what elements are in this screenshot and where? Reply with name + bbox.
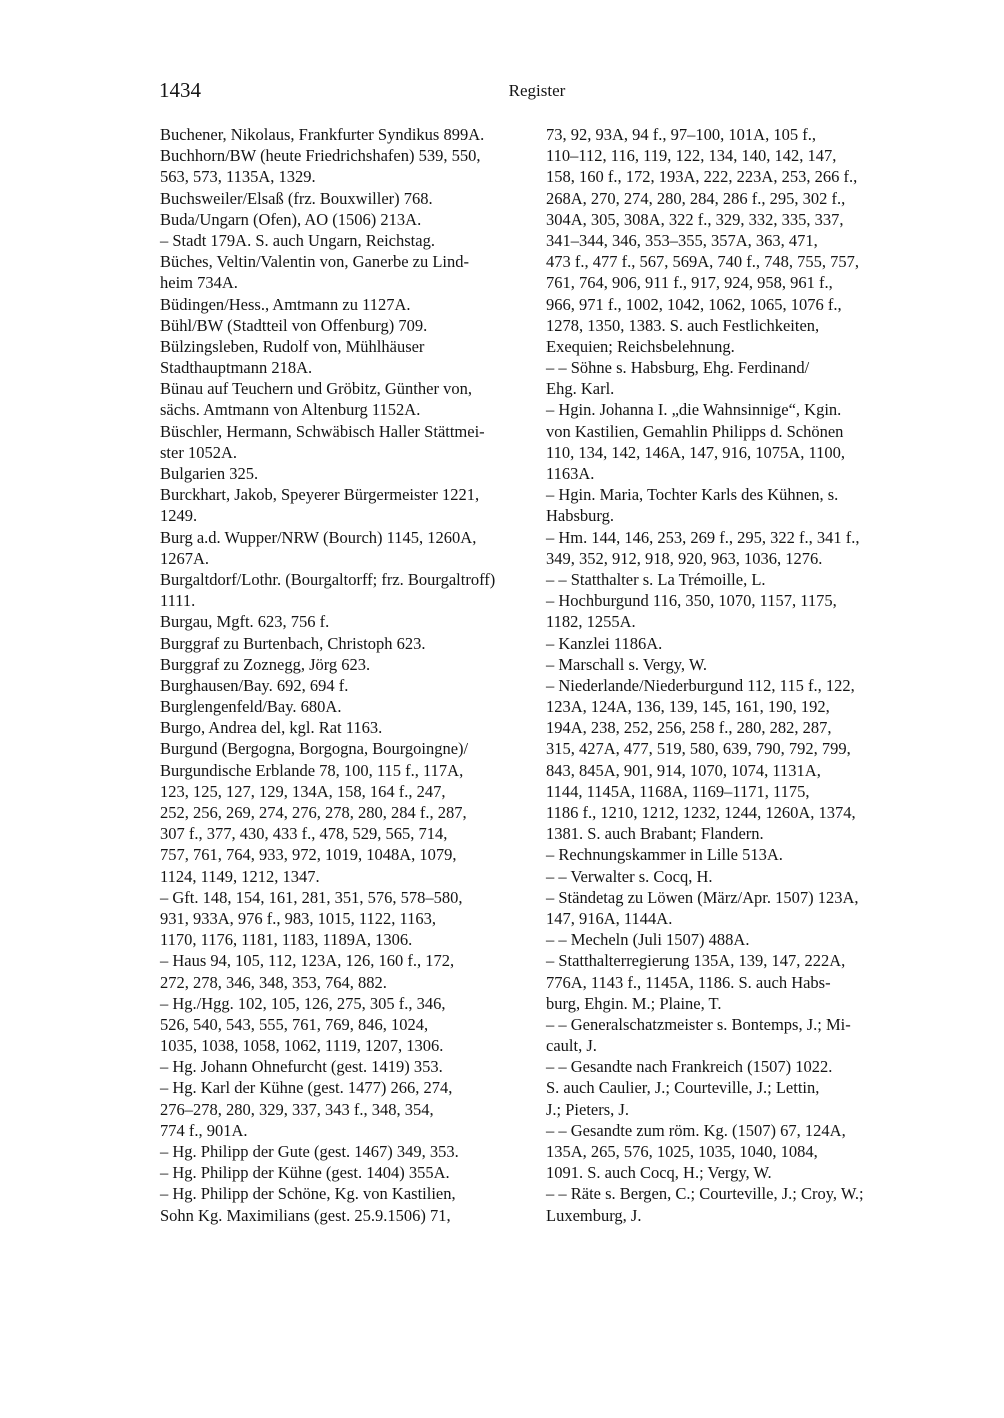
index-line: 1144, 1145A, 1168A, 1169–1171, 1175, xyxy=(546,781,810,801)
index-line: 276–278, 280, 329, 337, 343 f., 348, 354, xyxy=(160,1099,434,1119)
index-line: Burg a.d. Wupper/NRW (Bourch) 1145, 1260A, xyxy=(160,527,477,547)
page-number: 1434 xyxy=(159,78,201,102)
index-line: 158, 160 f., 172, 193A, 222, 223A, 253, 266 f., xyxy=(546,167,858,187)
index-line: 1186 f., 1210, 1212, 1232, 1244, 1260A, 1374, xyxy=(546,803,856,822)
index-line: Burgau, Mgft. 623, 756 f. xyxy=(160,612,330,632)
index-line: 123A, 124A, 136, 139, 145, 161, 190, 192, xyxy=(546,697,830,717)
index-line: Burgo, Andrea del, kgl. Rat 1163. xyxy=(160,718,383,738)
index-line: – Stadt 179A. S. auch Ungarn, Reichstag. xyxy=(160,230,435,250)
index-line: 194A, 238, 252, 256, 258 f., 280, 282, 287, xyxy=(546,718,832,738)
index-line: heim 734A. xyxy=(160,273,238,293)
index-line: Buchhorn/BW (heute Friedrichshafen) 539, 550, xyxy=(160,146,481,166)
index-line: – – Verwalter s. Cocq, H. xyxy=(546,866,713,886)
index-line: – – Söhne s. Habsburg, Ehg. Ferdinand/ xyxy=(546,358,810,378)
index-line: – Statthalterregierung 135A, 139, 147, 222A, xyxy=(546,951,846,971)
running-head: Register xyxy=(508,81,566,100)
index-line: 1124, 1149, 1212, 1347. xyxy=(160,866,320,886)
index-line: – Hm. 144, 146, 253, 269 f., 295, 322 f., 341 f., xyxy=(546,527,860,547)
index-line: Burggraf zu Burtenbach, Christoph 623. xyxy=(160,633,426,653)
index-line: – Rechnungskammer in Lille 513A. xyxy=(546,845,783,865)
index-line: – Haus 94, 105, 112, 123A, 126, 160 f., 172, xyxy=(160,951,455,971)
index-line: Buchener, Nikolaus, Frankfurter Syndikus 899A. xyxy=(160,125,485,144)
index-line: 349, 352, 912, 918, 920, 963, 1036, 1276. xyxy=(546,548,823,568)
index-line: 1249. xyxy=(160,506,198,526)
index-line: – – Generalschatzmeister s. Bontemps, J.; Mi- xyxy=(546,1014,851,1034)
index-line: Burckhart, Jakob, Speyerer Bürgermeister 1221, xyxy=(160,485,480,505)
index-line: 757, 761, 764, 933, 972, 1019, 1048A, 1079, xyxy=(160,845,457,865)
index-line: Büches, Veltin/Valentin von, Ganerbe zu Lind- xyxy=(160,252,469,272)
index-column-right xyxy=(546,124,914,1226)
index-line: – Hochburgund 116, 350, 1070, 1157, 1175, xyxy=(546,591,837,611)
index-line: – – Gesandte zum röm. Kg. (1507) 67, 124A, xyxy=(546,1120,846,1140)
index-line: 1381. S. auch Brabant; Flandern. xyxy=(546,824,764,844)
index-line: 135A, 265, 576, 1025, 1035, 1040, 1084, xyxy=(546,1142,818,1161)
index-line: 268A, 270, 274, 280, 284, 286 f., 295, 302 f., xyxy=(546,188,846,208)
index-line: von Kastilien, Gemahlin Philipps d. Schönen xyxy=(546,421,844,441)
index-line: Burggraf zu Zoznegg, Jörg 623. xyxy=(160,654,371,674)
index-line: Stadthauptmann 218A. xyxy=(160,358,313,378)
index-line: Bülzingsleben, Rudolf von, Mühlhäuser xyxy=(160,336,425,356)
index-line: 563, 573, 1135A, 1329. xyxy=(160,167,316,187)
index-line: Buchsweiler/Elsaß (frz. Bouxwiller) 768. xyxy=(160,188,433,208)
index-column-left xyxy=(160,124,535,1226)
index-line: – Ständetag zu Löwen (März/Apr. 1507) 123A, xyxy=(546,887,859,907)
index-line: 341–344, 346, 353–355, 357A, 363, 471, xyxy=(546,230,818,250)
index-line: Burgund (Bergogna, Borgogna, Bourgoingne)/ xyxy=(160,739,469,759)
index-line: 473 f., 477 f., 567, 569A, 740 f., 748, 755, 757, xyxy=(546,252,860,272)
index-line: 1278, 1350, 1383. S. auch Festlichkeiten, xyxy=(546,315,820,335)
index-line: – Kanzlei 1186A. xyxy=(546,633,663,653)
index-line: Sohn Kg. Maximilians (gest. 25.9.1506) 71, xyxy=(160,1205,451,1225)
index-line: 304A, 305, 308A, 322 f., 329, 332, 335, 337, xyxy=(546,209,844,229)
index-line: Ehg. Karl. xyxy=(546,379,615,399)
index-line: Büschler, Hermann, Schwäbisch Haller Stättmei- xyxy=(160,421,485,441)
index-line: 526, 540, 543, 555, 761, 769, 846, 1024, xyxy=(160,1014,429,1034)
index-line: – Hg./Hgg. 102, 105, 126, 275, 305 f., 346, xyxy=(160,993,446,1013)
index-line: 307 f., 377, 430, 433 f., 478, 529, 565, 714, xyxy=(160,824,448,844)
index-line: – Hg. Johann Ohnefurcht (gest. 1419) 353. xyxy=(160,1057,443,1077)
index-line: ster 1052A. xyxy=(160,442,237,462)
index-line: 73, 92, 93A, 94 f., 97–100, 101A, 105 f., xyxy=(546,125,816,144)
index-line: Luxemburg, J. xyxy=(546,1205,642,1225)
index-line: J.; Pieters, J. xyxy=(546,1099,629,1119)
index-line: 252, 256, 269, 274, 276, 278, 280, 284 f., 287, xyxy=(160,803,467,822)
index-line: Buda/Ungarn (Ofen), AO (1506) 213A. xyxy=(160,209,422,229)
index-line: 110, 134, 142, 146A, 147, 916, 1075A, 1100, xyxy=(546,442,845,462)
index-line: 1091. S. auch Cocq, H.; Vergy, W. xyxy=(546,1163,772,1183)
index-line: Habsburg. xyxy=(546,506,614,526)
index-line: sächs. Amtmann von Altenburg 1152A. xyxy=(160,400,421,420)
index-line: S. auch Caulier, J.; Courteville, J.; Lettin, xyxy=(546,1078,820,1098)
index-line: Burgaltdorf/Lothr. (Bourgaltorff; frz. Bourgaltroff) xyxy=(160,569,496,589)
index-line: – Marschall s. Vergy, W. xyxy=(546,654,708,674)
index-line: Bühl/BW (Stadtteil von Offenburg) 709. xyxy=(160,315,428,335)
index-line: 966, 971 f., 1002, 1042, 1062, 1065, 1076 f., xyxy=(546,294,842,314)
index-line: 931, 933A, 976 f., 983, 1015, 1122, 1163, xyxy=(160,908,437,928)
index-line: 774 f., 901A. xyxy=(160,1120,248,1140)
index-line: – – Mecheln (Juli 1507) 488A. xyxy=(546,930,750,950)
index-line: – – Gesandte nach Frankreich (1507) 1022. xyxy=(546,1057,833,1077)
index-line: 761, 764, 906, 911 f., 917, 924, 958, 961 f., xyxy=(546,273,833,293)
index-line: – Hg. Philipp der Schöne, Kg. von Kastilien, xyxy=(160,1184,456,1204)
index-line: 1163A. xyxy=(546,464,595,483)
index-line: – Hg. Karl der Kühne (gest. 1477) 266, 274, xyxy=(160,1078,453,1098)
index-line: 147, 916A, 1144A. xyxy=(546,908,673,928)
index-line: 110–112, 116, 119, 122, 134, 140, 142, 147, xyxy=(546,146,837,166)
index-line: 1170, 1176, 1181, 1183, 1189A, 1306. xyxy=(160,930,413,950)
index-line: – Hg. Philipp der Kühne (gest. 1404) 355A. xyxy=(160,1163,450,1183)
index-line: 1111. xyxy=(160,591,196,611)
index-line: – Hgin. Maria, Tochter Karls des Kühnen, s. xyxy=(546,485,839,505)
index-line: – – Statthalter s. La Trémoille, L. xyxy=(546,569,766,589)
index-line: – Niederlande/Niederburgund 112, 115 f., 122, xyxy=(546,675,855,695)
index-line: – Hg. Philipp der Gute (gest. 1467) 349, 353. xyxy=(160,1142,459,1161)
index-line: – Hgin. Johanna I. „die Wahnsinnige“, Kgin. xyxy=(546,400,842,420)
index-line: Burglengenfeld/Bay. 680A. xyxy=(160,697,342,717)
index-line: Bulgarien 325. xyxy=(160,464,259,483)
index-line: – – Räte s. Bergen, C.; Courteville, J.; Croy, W.; xyxy=(546,1184,864,1204)
index-line: Büdingen/Hess., Amtmann zu 1127A. xyxy=(160,294,411,314)
index-line: Bünau auf Teuchern und Gröbitz, Günther von, xyxy=(160,379,472,399)
index-line: Burgundische Erblande 78, 100, 115 f., 117A, xyxy=(160,760,464,780)
index-line: 776A, 1143 f., 1145A, 1186. S. auch Habs- xyxy=(546,972,831,992)
index-line: 315, 427A, 477, 519, 580, 639, 790, 792, 799, xyxy=(546,739,851,759)
index-line: 272, 278, 346, 348, 353, 764, 882. xyxy=(160,972,387,992)
index-line: – Gft. 148, 154, 161, 281, 351, 576, 578–580, xyxy=(160,887,463,907)
index-line: Exequien; Reichsbelehnung. xyxy=(546,336,735,356)
index-line: burg, Ehgin. M.; Plaine, T. xyxy=(546,993,722,1013)
index-line: 1267A. xyxy=(160,548,210,568)
index-line: Burghausen/Bay. 692, 694 f. xyxy=(160,675,349,695)
index-line: 1182, 1255A. xyxy=(546,612,636,632)
index-line: 843, 845A, 901, 914, 1070, 1074, 1131A, xyxy=(546,760,821,780)
index-line: 1035, 1038, 1058, 1062, 1119, 1207, 1306. xyxy=(160,1036,444,1056)
index-line: 123, 125, 127, 129, 134A, 158, 164 f., 247, xyxy=(160,781,446,801)
index-line: cault, J. xyxy=(546,1036,597,1056)
